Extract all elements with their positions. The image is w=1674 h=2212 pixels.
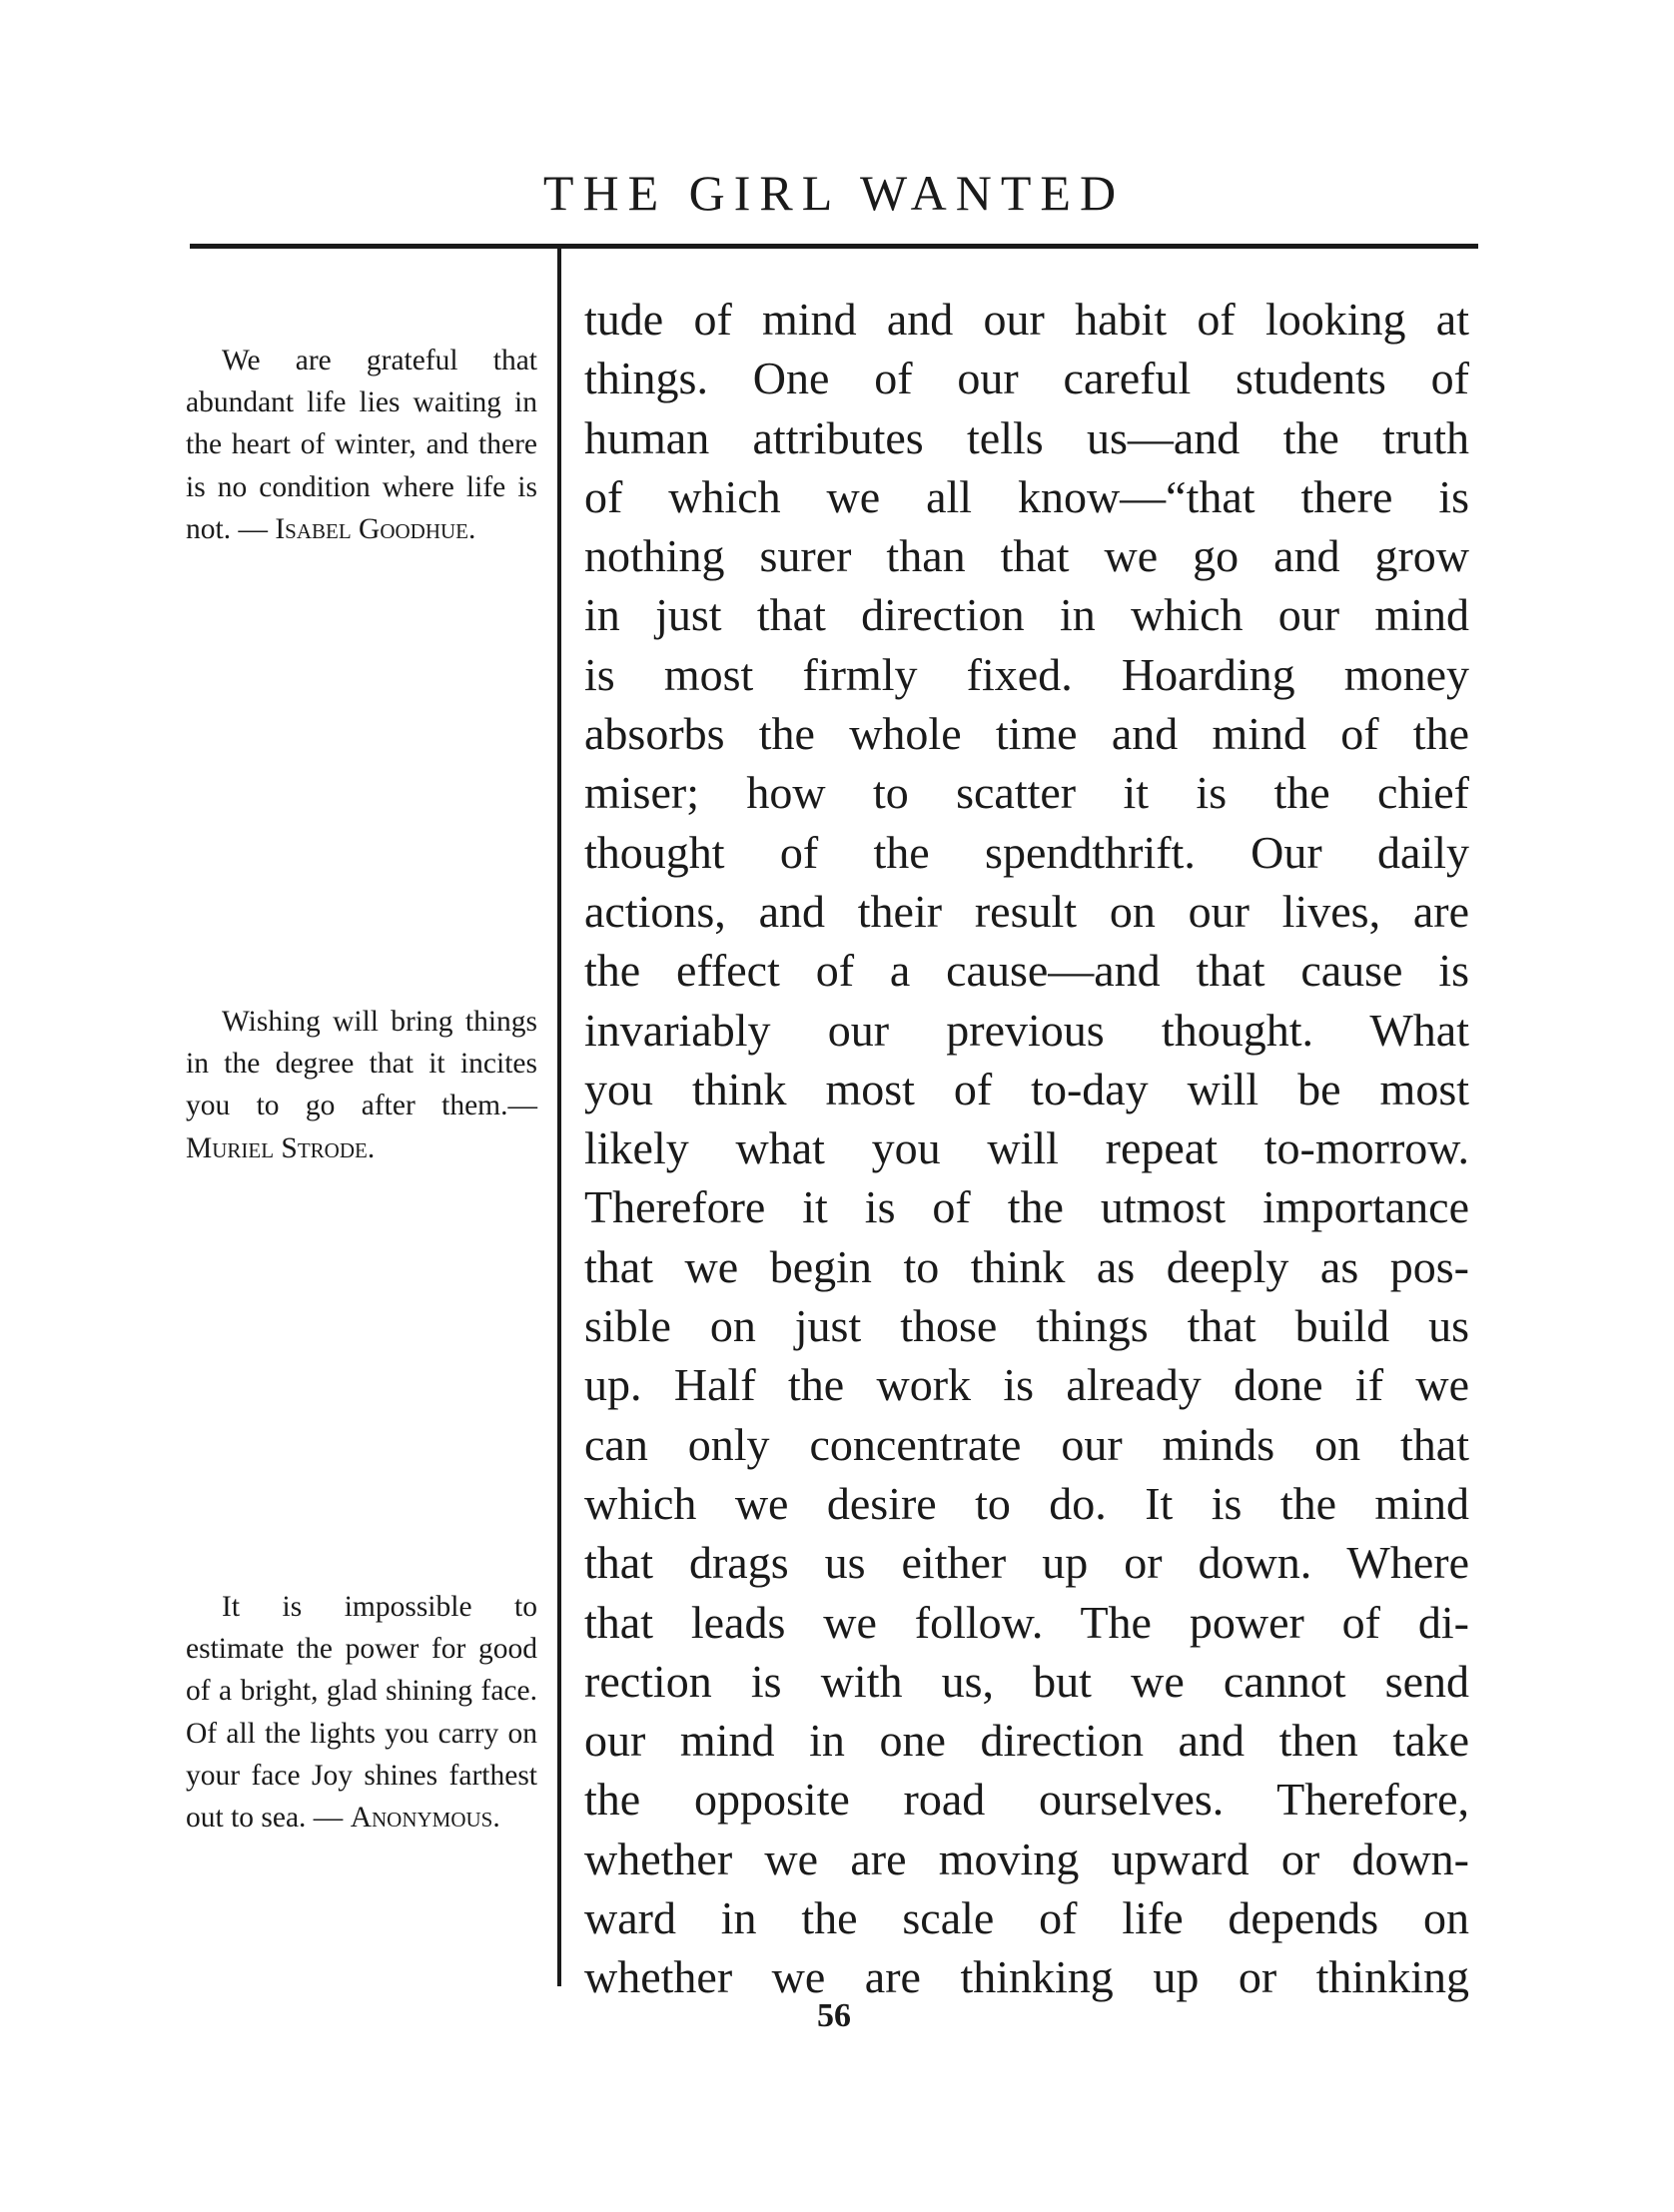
- sidenote-paragraph: [186, 340, 537, 550]
- body-line: the opposite road ourselves. Therefore,: [584, 1774, 1469, 1826]
- page-number: 56: [817, 1997, 851, 2034]
- body-line: is most firmly fixed. Hoarding money: [584, 648, 1469, 700]
- body-line: tude of mind and our habit of looking at: [584, 294, 1469, 345]
- running-title: THE GIRL WANTED: [542, 165, 1126, 221]
- sidenote-text: Wishing will bring things in the degree that it incites you to go after them.—: [186, 1006, 537, 1122]
- body-line: of which we all know—“that there is: [584, 470, 1469, 522]
- body-line: things. One of our careful students of: [584, 353, 1469, 404]
- body-line: likely what you will repeat to-morrow.: [584, 1122, 1469, 1174]
- body-line: which we desire to do. It is the mind: [584, 1477, 1469, 1529]
- body-line: you think most of to-day will be most: [584, 1063, 1469, 1114]
- body-text-column: [584, 290, 1469, 2007]
- body-line: rection is with us, but we cannot send: [584, 1655, 1469, 1707]
- body-line: that drags us either up or down. Where: [584, 1537, 1469, 1589]
- sidenote-quote: [186, 340, 537, 550]
- body-line: Therefore it is of the utmost importance: [584, 1181, 1469, 1233]
- body-line: up. Half the work is already done if we: [584, 1359, 1469, 1411]
- body-line: sible on just those things that build us: [584, 1300, 1469, 1352]
- body-line: in just that direction in which our mind: [584, 589, 1469, 641]
- sidenote-paragraph: [186, 1001, 537, 1169]
- sidenote-quote: [186, 1586, 537, 1839]
- body-line: whether we are moving upward or down-: [584, 1833, 1469, 1884]
- column-divider: [557, 249, 561, 1986]
- body-line: thought of the spendthrift. Our daily: [584, 826, 1469, 878]
- sidenote-attribution: Anonymous.: [350, 1802, 500, 1835]
- body-line: nothing surer than that we go and grow: [584, 530, 1469, 582]
- body-line: human attributes tells us—and the truth: [584, 411, 1469, 463]
- sidenote-paragraph: [186, 1586, 537, 1839]
- body-line: the effect of a cause—and that cause is: [584, 945, 1469, 997]
- body-line: can only concentrate our minds on that: [584, 1418, 1469, 1470]
- body-line: miser; how to scatter it is the chief: [584, 767, 1469, 819]
- sidenote-quote: [186, 1001, 537, 1169]
- sidenote-text: It is impossible to estimate the power for good of a bright, glad shining face. Of all the lights you carry on your face Joy shines farthest out to sea. —: [186, 1591, 537, 1835]
- body-line: our mind in one direction and then take: [584, 1715, 1469, 1767]
- sidenote-attribution: Muriel Strode.: [186, 1131, 376, 1164]
- body-line: that we begin to think as deeply as pos-: [584, 1240, 1469, 1292]
- header-rule: [190, 244, 1478, 249]
- sidenote-text: We are grateful that abundant life lies waiting in the heart of winter, and there is no condition where life is not. —: [186, 345, 537, 545]
- body-line: that leads we follow. The power of di-: [584, 1596, 1469, 1648]
- body-line: whether we are thinking up or thinking: [584, 1951, 1469, 2003]
- body-line: actions, and their result on our lives, are: [584, 885, 1469, 937]
- body-line: invariably our previous thought. What: [584, 1004, 1469, 1056]
- sidenote-attribution: Isabel Goodhue.: [275, 512, 476, 545]
- body-line: absorbs the whole time and mind of the: [584, 708, 1469, 760]
- body-line: ward in the scale of life depends on: [584, 1892, 1469, 1944]
